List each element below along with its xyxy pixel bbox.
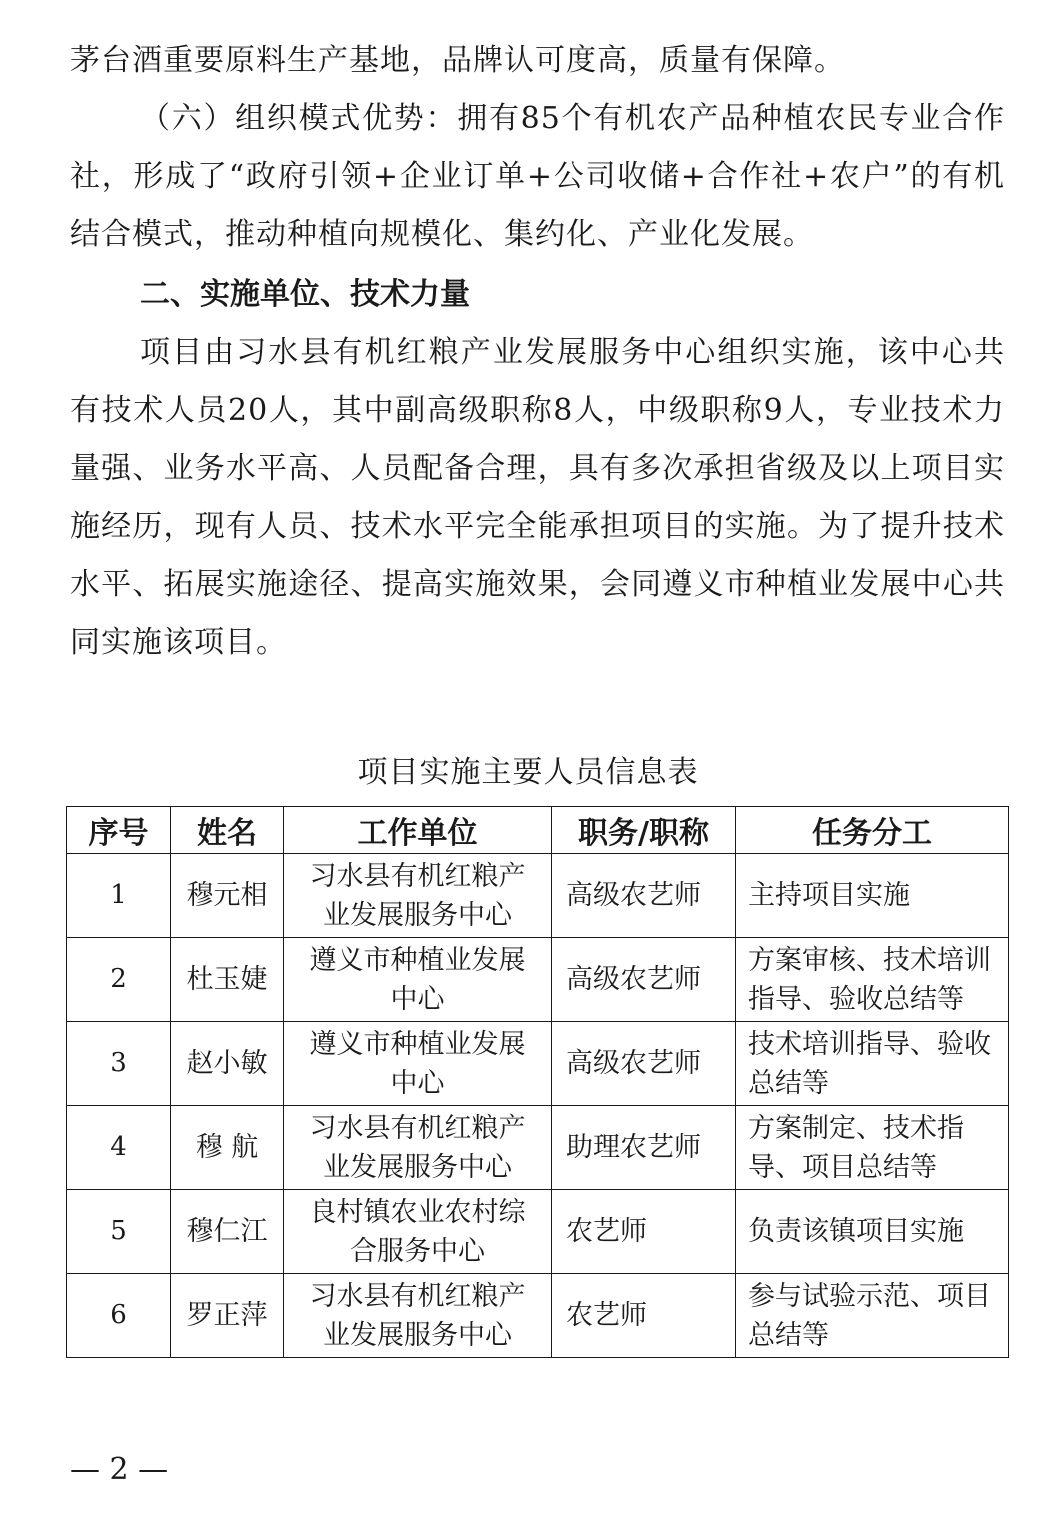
table-caption: 项目实施主要人员信息表 [357, 755, 699, 790]
cell-task: 方案制定、技术指导、项目总结等 [736, 1106, 1009, 1190]
cell-name: 穆 航 [171, 1106, 284, 1190]
cell-unit: 遵义市种植业发展中心 [284, 1022, 552, 1106]
personnel-table [66, 806, 1009, 1358]
table-header-row [67, 807, 1009, 854]
cell-no: 1 [67, 854, 171, 938]
cell-name: 杜玉婕 [171, 938, 284, 1022]
cell-task: 参与试验示范、项目总结等 [736, 1274, 1009, 1358]
table-row [67, 1274, 1009, 1358]
cell-unit: 习水县有机红粮产业发展服务中心 [284, 1274, 552, 1358]
cell-unit: 良村镇农业农村综合服务中心 [284, 1190, 552, 1274]
header-no: 序号 [67, 807, 171, 854]
cell-no: 2 [67, 938, 171, 1022]
cell-no: 5 [67, 1190, 171, 1274]
cell-unit: 习水县有机红粮产业发展服务中心 [284, 854, 552, 938]
cell-no: 4 [67, 1106, 171, 1190]
cell-title: 农艺师 [552, 1274, 736, 1358]
table-row [67, 1190, 1009, 1274]
cell-name: 罗正萍 [171, 1274, 284, 1358]
cell-name: 穆仁江 [171, 1190, 284, 1274]
table-row [67, 938, 1009, 1022]
cell-no: 3 [67, 1022, 171, 1106]
cell-task: 方案审核、技术培训指导、验收总结等 [736, 938, 1009, 1022]
cell-task: 负责该镇项目实施 [736, 1190, 1009, 1274]
cell-unit: 习水县有机红粮产业发展服务中心 [284, 1106, 552, 1190]
section-heading: 二、实施单位、技术力量 [140, 277, 470, 312]
paragraph-1: 茅台酒重要原料生产基地，品牌认可度高，质量有保障。 [70, 43, 845, 78]
cell-task: 主持项目实施 [736, 854, 1009, 938]
header-title: 职务/职称 [552, 807, 736, 854]
paragraph-implementation-unit: 项目由习水县有机红粮产业发展服务中心组织实施，该中心共有技术人员20人，其中副高级职称8人，中级职称9人，专业技术力量强、业务水平高、人员配备合理，具有多次承担省级及以上项目实施经历，现有人员、技术水平完全能承担项目的实施。为了提升技术水平、拓展实施途径、提高实施效果，会同遵义市种植业发展中心共同实施该项目。 [70, 335, 1005, 660]
paragraph-organization-advantage: （六）组织模式优势：拥有85个有机农产品种植农民专业合作社，形成了“政府引领+企业订单+公司收储+合作社+农户”的有机结合模式，推动种植向规模化、集约化、产业化发展。 [70, 101, 1005, 252]
header-unit: 工作单位 [284, 807, 552, 854]
header-name: 姓名 [171, 807, 284, 854]
table-row [67, 1022, 1009, 1106]
cell-unit: 遵义市种植业发展中心 [284, 938, 552, 1022]
cell-task: 技术培训指导、验收总结等 [736, 1022, 1009, 1106]
header-task: 任务分工 [736, 807, 1009, 854]
cell-title: 高级农艺师 [552, 1022, 736, 1106]
cell-title: 高级农艺师 [552, 938, 736, 1022]
cell-title: 农艺师 [552, 1190, 736, 1274]
cell-title: 助理农艺师 [552, 1106, 736, 1190]
cell-name: 赵小敏 [171, 1022, 284, 1106]
cell-title: 高级农艺师 [552, 854, 736, 938]
table-row [67, 854, 1009, 938]
cell-name: 穆元相 [171, 854, 284, 938]
page-number: — 2 — [70, 1452, 169, 1487]
cell-no: 6 [67, 1274, 171, 1358]
table-row [67, 1106, 1009, 1190]
